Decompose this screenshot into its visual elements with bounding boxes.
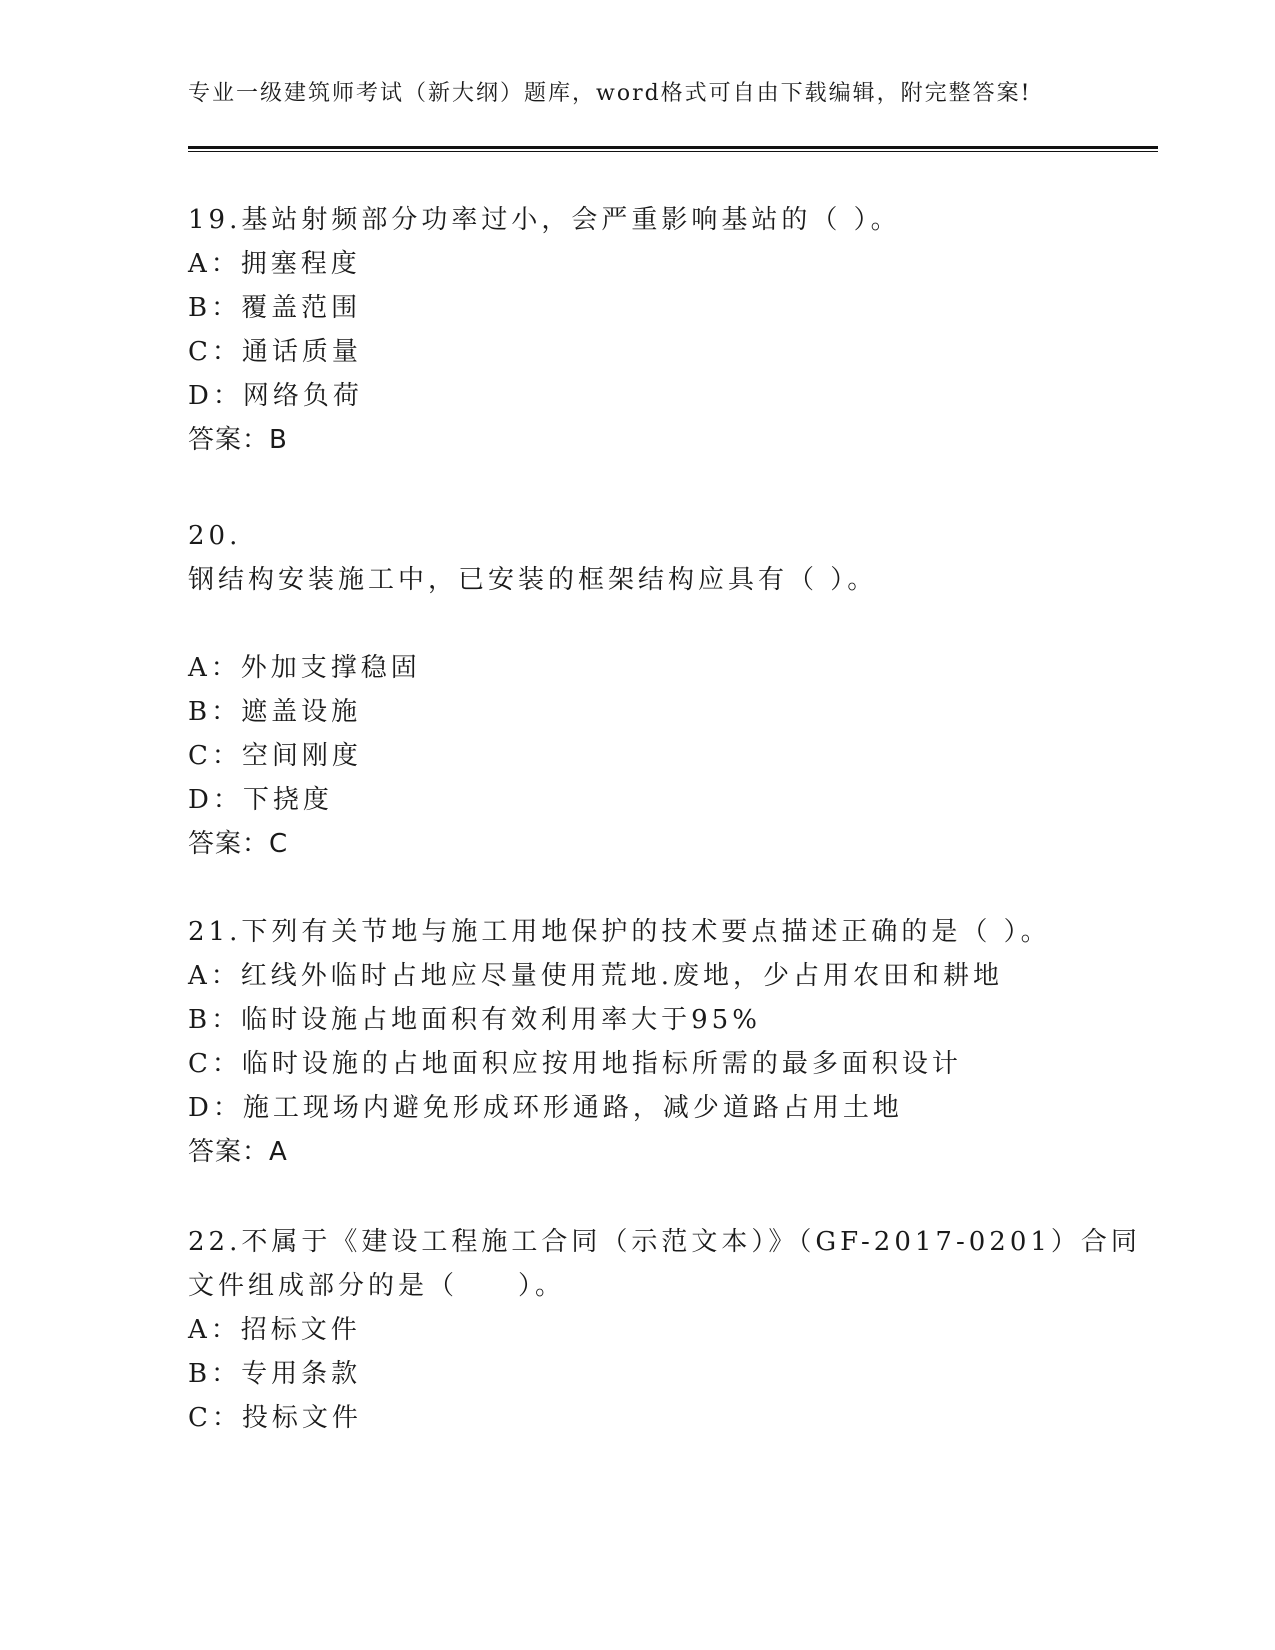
question-21-answer: 答案：A bbox=[188, 1137, 288, 1167]
question-22-stem-line2: 文件组成部分的是（ ）。 bbox=[188, 1271, 566, 1301]
question-20-answer: 答案：C bbox=[188, 829, 289, 859]
question-22-option-a: A：招标文件 bbox=[188, 1315, 361, 1345]
question-20-option-b: B：遮盖设施 bbox=[188, 697, 362, 727]
question-20-stem: 钢结构安装施工中，已安装的框架结构应具有（ ）。 bbox=[188, 565, 878, 595]
question-21-option-d: D：施工现场内避免形成环形通路，减少道路占用土地 bbox=[188, 1093, 903, 1123]
question-19-option-d: D：网络负荷 bbox=[188, 381, 363, 411]
header-rule-thick bbox=[188, 146, 1158, 149]
question-21-option-b: B：临时设施占地面积有效利用率大于95% bbox=[188, 1005, 761, 1035]
header-rule-thin bbox=[188, 151, 1158, 152]
question-19-option-b: B：覆盖范围 bbox=[188, 293, 362, 323]
question-22-option-b: B：专用条款 bbox=[188, 1359, 362, 1389]
question-19-option-a: A：拥塞程度 bbox=[188, 249, 361, 279]
question-21-stem: 21.下列有关节地与施工用地保护的技术要点描述正确的是（ ）。 bbox=[188, 917, 1051, 947]
question-22-stem-line1: 22.不属于《建设工程施工合同（示范文本）》（GF-2017-0201）合同 bbox=[188, 1227, 1141, 1257]
question-20-number: 20. bbox=[188, 521, 242, 551]
question-20-option-d: D：下挠度 bbox=[188, 785, 333, 815]
question-22-option-c: C：投标文件 bbox=[188, 1403, 362, 1433]
question-19-stem: 19.基站射频部分功率过小，会严重影响基站的（ ）。 bbox=[188, 205, 901, 235]
question-20-option-a: A：外加支撑稳固 bbox=[188, 653, 421, 683]
question-19-answer: 答案：B bbox=[188, 425, 288, 455]
page-header: 专业一级建筑师考试（新大纲）题库，word格式可自由下载编辑，附完整答案! bbox=[188, 81, 1032, 106]
question-19-option-c: C：通话质量 bbox=[188, 337, 362, 367]
question-20-option-c: C：空间刚度 bbox=[188, 741, 362, 771]
question-21-option-a: A：红线外临时占地应尽量使用荒地.废地，少占用农田和耕地 bbox=[188, 961, 1004, 991]
question-21-option-c: C：临时设施的占地面积应按用地指标所需的最多面积设计 bbox=[188, 1049, 962, 1079]
